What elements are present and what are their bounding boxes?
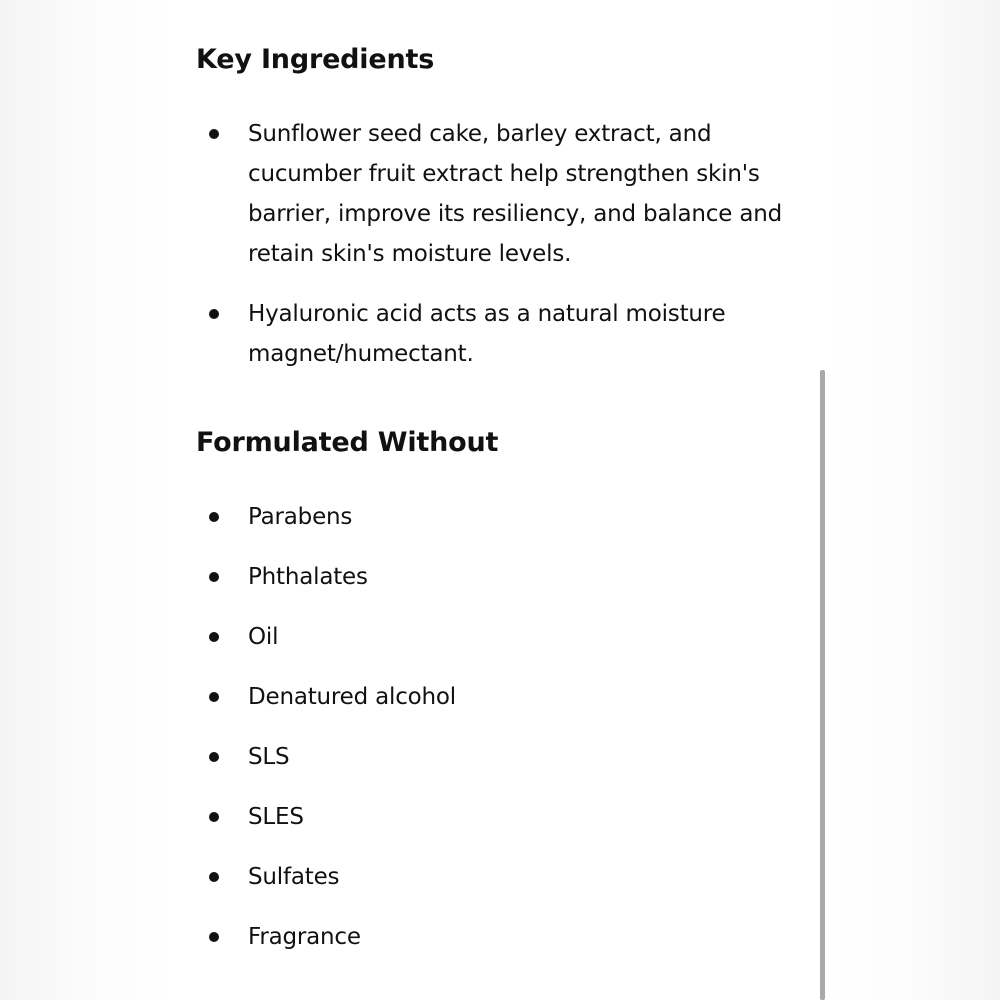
formulated-without-list [172,497,812,977]
list-item [172,797,812,837]
bullet-icon [209,309,219,319]
bullet-icon [209,692,219,702]
formulated-without-heading: Formulated Without [196,427,499,458]
list-item-text: Denatured alcohol [248,684,456,710]
list-item-text: Sulfates [248,864,340,890]
list-item-text: Phthalates [248,564,368,590]
list-item [172,497,812,537]
scrollbar-thumb[interactable] [820,370,825,1000]
list-item-text: Parabens [248,504,353,530]
key-ingredients-list [172,114,812,394]
list-item [172,294,812,374]
list-item-text: SLES [248,804,304,830]
product-details-panel [172,0,828,1000]
list-item [172,857,812,897]
list-item [172,677,812,717]
list-item-text: Fragrance [248,924,361,950]
bullet-icon [209,512,219,522]
list-item [172,617,812,657]
list-item-text: Sunflower seed cake, barley extract, and cucumber fruit extract help strengthen skin's barrier, improve its resiliency, and balance and retain skin's moisture levels. [248,121,782,267]
list-item [172,114,812,274]
bullet-icon [209,129,219,139]
list-item-text: SLS [248,744,290,770]
bullet-icon [209,632,219,642]
bullet-icon [209,572,219,582]
list-item [172,737,812,777]
bullet-icon [209,752,219,762]
list-item [172,917,812,957]
bullet-icon [209,812,219,822]
list-item-text: Oil [248,624,279,650]
bullet-icon [209,932,219,942]
list-item [172,557,812,597]
key-ingredients-heading: Key Ingredients [196,44,435,75]
list-item-text: Hyaluronic acid acts as a natural moisture magnet/humectant. [248,301,726,367]
bullet-icon [209,872,219,882]
